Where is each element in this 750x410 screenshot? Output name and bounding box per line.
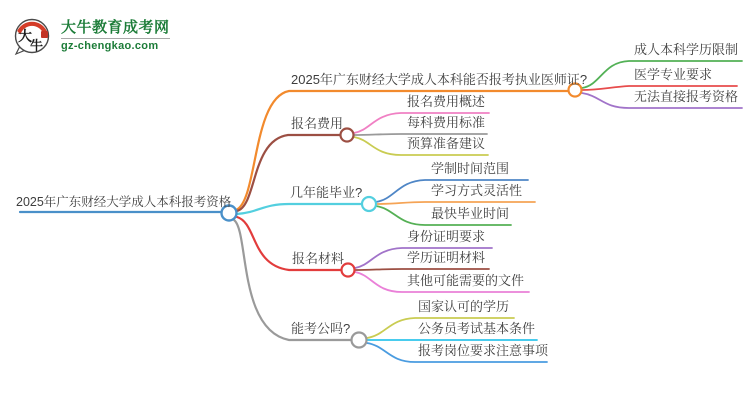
sub-link-4-2: [355, 269, 489, 270]
subtopic-3-1-label[interactable]: 学制时间范围: [431, 161, 510, 176]
subtopic-4-1-label[interactable]: 身份证明要求: [407, 229, 486, 244]
branch-4-label[interactable]: 报名材料: [292, 251, 345, 266]
sub-link-2-2: [354, 134, 487, 135]
branch-5-label[interactable]: 能考公吗?: [291, 321, 351, 336]
branch-3-circle[interactable]: [362, 197, 376, 211]
branch-2-label[interactable]: 报名费用: [291, 116, 344, 131]
branch-5-circle[interactable]: [352, 333, 367, 348]
logo-char-da: 大: [18, 29, 32, 45]
subtopic-3-2-label[interactable]: 学习方式灵活性: [431, 183, 523, 198]
sub-link-3-2: [376, 202, 535, 204]
subtopic-5-1-label[interactable]: 国家认可的学历: [418, 299, 510, 314]
branch-3-link: [237, 204, 361, 214]
branch-3-label[interactable]: 几年能毕业?: [290, 185, 363, 200]
site-domain: gz-chengkao.com: [61, 38, 170, 52]
subtopic-2-1-label[interactable]: 报名费用概述: [407, 94, 486, 109]
subtopic-5-2-label[interactable]: 公务员考试基本条件: [418, 321, 536, 336]
subtopic-1-3-label[interactable]: 无法直接报考资格: [634, 89, 739, 104]
logo-char-niu: 牛: [30, 39, 44, 54]
root-topic-label[interactable]: 2025年广东财经大学成人本科报考资格: [16, 195, 232, 209]
subtopic-3-3-label[interactable]: 最快毕业时间: [431, 206, 510, 221]
subtopic-1-1-label[interactable]: 成人本科学历限制: [634, 42, 739, 57]
branch-1-label[interactable]: 2025年广东财经大学成人本科能否报考执业医师证?: [291, 72, 588, 87]
site-name: 大牛教育成考网: [61, 18, 170, 36]
subtopic-4-2-label[interactable]: 学历证明材料: [407, 250, 486, 265]
subtopic-1-2-label[interactable]: 医学专业要求: [634, 67, 713, 82]
subtopic-2-2-label[interactable]: 每科费用标准: [407, 115, 486, 130]
subtopic-4-3-label[interactable]: 其他可能需要的文件: [407, 273, 525, 288]
subtopic-2-3-label[interactable]: 预算准备建议: [407, 136, 486, 151]
subtopic-5-3-label[interactable]: 报考岗位要求注意事项: [418, 343, 549, 358]
